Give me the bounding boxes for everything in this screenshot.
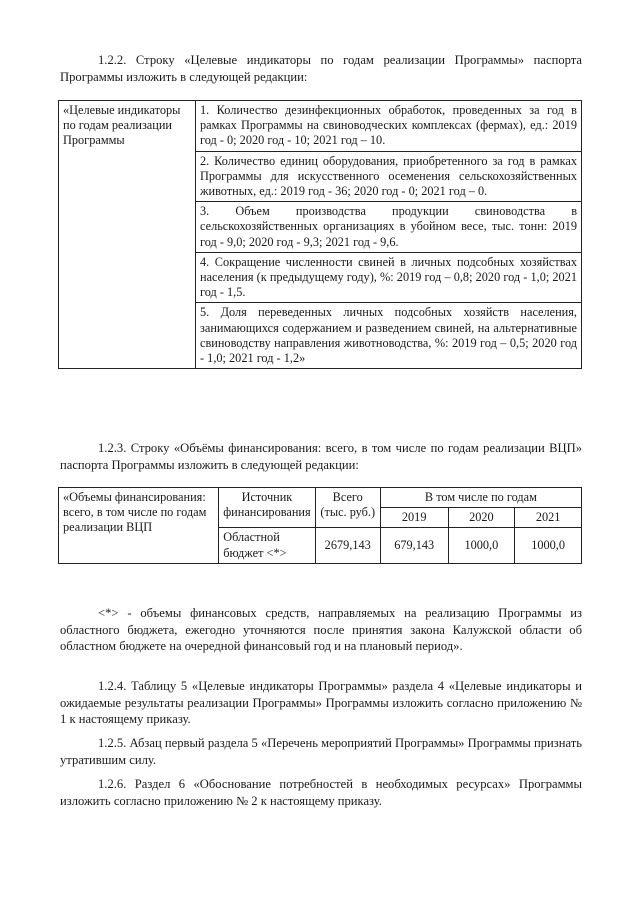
paragraph-1-2-3: 1.2.3. Строку «Объёмы финансирования: всего, в том числе по годам реализации ВЦП» паспорта Программы изложить в следующей редакции: — [60, 441, 582, 472]
indicator-item-5: 5. Доля переведенных личных подсобных хозяйств населения, занимающихся содержанием и разведением свиней, на альтернативные свиноводству направления животноводства, %: 2019 год – 0,5; 2020 год - 1,0; 2021 год - 1,2» — [196, 303, 582, 369]
indicator-item-3: 3. Объем производства продукции свиноводства в сельскохозяйственных организациях в убойном весе, тыс. тонн: 2019 год - 9,0; 2020 год - 9,3; 2021 год - 9,6. — [196, 202, 582, 253]
paragraph-1-2-5: 1.2.5. Абзац первый раздела 5 «Перечень мероприятий Программы» Программы признать утратившим силу. — [60, 736, 582, 767]
header-year-2019: 2019 — [380, 508, 448, 528]
row-label: «Объемы финансирования: всего, в том числе по годам реализации ВЦП — [59, 488, 219, 564]
header-years: В том числе по годам — [380, 488, 581, 508]
paragraph-1-2-4: 1.2.4. Таблицу 5 «Целевые индикаторы Программы» раздела 4 «Целевые индикаторы и ожидаемые результаты реализации Программы» Программы изложить согласно приложению № 1 к настоящему приказу. — [60, 679, 582, 726]
header-total: Всего (тыс. руб.) — [315, 488, 380, 528]
row-label: «Целевые индикаторы по годам реализации Программы — [59, 101, 196, 369]
paragraph-1-2-2: 1.2.2. Строку «Целевые индикаторы по годам реализации Программы» паспорта Программы изложить в следующей редакции: — [60, 53, 582, 84]
value-2019: 679,143 — [380, 528, 448, 563]
indicator-item-4: 4. Сокращение численности свиней в личных подсобных хозяйствах населения (к предыдущему году), %: 2019 год – 0,8; 2020 год - 1,0; 2021 год - 1,5. — [196, 252, 582, 303]
total-cell: 2679,143 — [315, 528, 380, 563]
target-indicators-table — [58, 100, 582, 369]
indicator-item-2: 2. Количество единиц оборудования, приобретенного за год в рамках Программы для искусственного осеменения сельскохозяйственных животных, ед.: 2019 год - 36; 2020 год - 0; 2021 год – 0. — [196, 151, 582, 202]
table-row — [59, 488, 582, 508]
indicator-item-1: 1. Количество дезинфекционных обработок, проведенных за год в рамках Программы на свиноводческих комплексах (фермах), ед.: 2019 год - 0; 2020 год - 10; 2021 год – 10. — [196, 101, 582, 152]
source-cell: Областной бюджет <*> — [219, 528, 315, 563]
footnote-paragraph: <*> - объемы финансовых средств, направляемых на реализацию Программы из областного бюджета, ежегодно уточняются после принятия закона Калужской области об областном бюджете на очередной финансовый год и на плановый период». — [60, 606, 582, 653]
paragraph-1-2-6: 1.2.6. Раздел 6 «Обоснование потребностей в необходимых ресурсах» Программы изложить согласно приложению № 2 к настоящему приказу. — [60, 777, 582, 808]
header-year-2021: 2021 — [515, 508, 582, 528]
value-2020: 1000,0 — [448, 528, 515, 563]
header-source: Источник финансирования — [219, 488, 315, 528]
financing-table — [58, 487, 582, 564]
value-2021: 1000,0 — [515, 528, 582, 563]
header-year-2020: 2020 — [448, 508, 515, 528]
table-row — [59, 101, 582, 152]
